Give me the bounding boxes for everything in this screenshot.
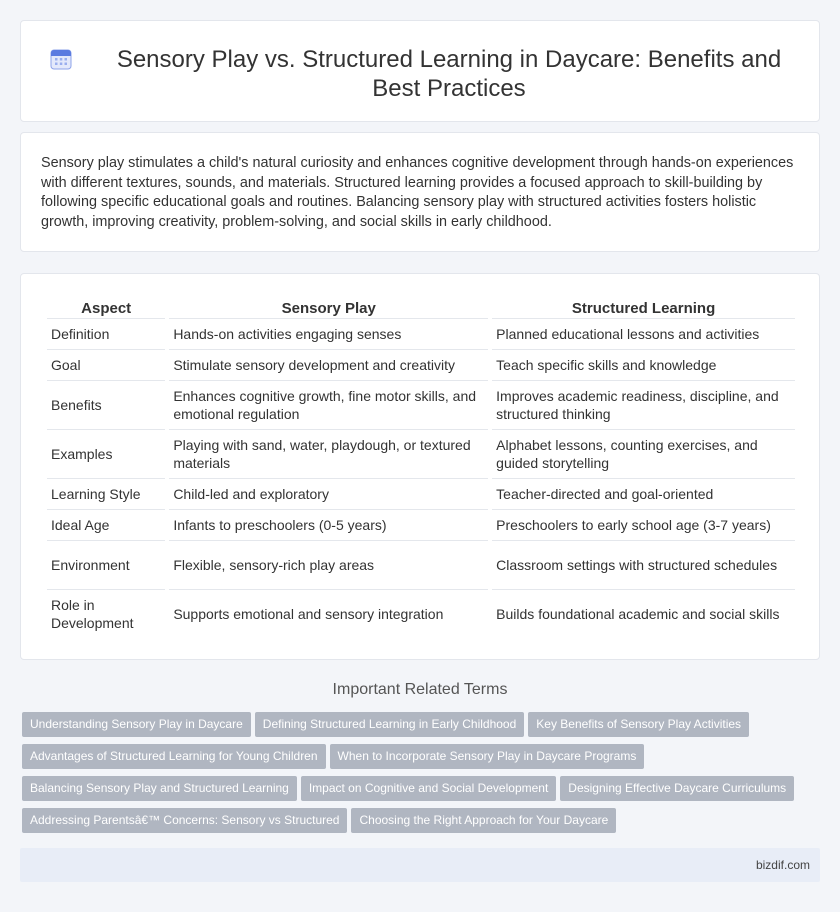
- related-terms-list: [22, 712, 822, 840]
- table-cell: Stimulate sensory development and creativity: [169, 349, 488, 380]
- related-term-tag[interactable]: Advantages of Structured Learning for Young Children: [22, 744, 326, 769]
- table-cell: Teacher-directed and goal-oriented: [492, 478, 795, 509]
- table-row: [47, 540, 795, 589]
- table-cell: Role in Development: [47, 589, 165, 638]
- related-term-tag[interactable]: Impact on Cognitive and Social Development: [301, 776, 556, 801]
- table-cell: Learning Style: [47, 478, 165, 509]
- table-cell: Enhances cognitive growth, fine motor skills, and emotional regulation: [169, 380, 488, 429]
- table-cell: Preschoolers to early school age (3-7 years): [492, 509, 795, 540]
- related-term-tag[interactable]: Key Benefits of Sensory Play Activities: [528, 712, 749, 737]
- table-cell: Hands-on activities engaging senses: [169, 318, 488, 349]
- table-row: [47, 318, 795, 349]
- table-row: [47, 380, 795, 429]
- table-row: [47, 429, 795, 478]
- table-cell: Definition: [47, 318, 165, 349]
- table-cell: Classroom settings with structured schedules: [492, 540, 795, 589]
- page-title: Sensory Play vs. Structured Learning in Daycare: Benefits and Best Practices: [116, 46, 782, 102]
- table-row: [47, 509, 795, 540]
- table-cell: Ideal Age: [47, 509, 165, 540]
- related-term-tag[interactable]: Balancing Sensory Play and Structured Learning: [22, 776, 297, 801]
- table-cell: Builds foundational academic and social skills: [492, 589, 795, 638]
- related-term-tag[interactable]: Understanding Sensory Play in Daycare: [22, 712, 251, 737]
- column-header-sensory-play: Sensory Play: [281, 300, 376, 317]
- table-cell: Improves academic readiness, discipline, and structured thinking: [492, 380, 795, 429]
- table-cell: Playing with sand, water, playdough, or textured materials: [169, 429, 488, 478]
- related-term-tag[interactable]: Choosing the Right Approach for Your Daycare: [351, 808, 616, 833]
- table-cell: Planned educational lessons and activities: [492, 318, 795, 349]
- column-header-aspect: Aspect: [81, 300, 132, 317]
- related-term-tag[interactable]: Defining Structured Learning in Early Childhood: [255, 712, 524, 737]
- table-cell: Flexible, sensory-rich play areas: [169, 540, 488, 589]
- table-cell: Supports emotional and sensory integration: [169, 589, 488, 638]
- related-terms-title: Important Related Terms: [332, 681, 508, 698]
- related-term-tag[interactable]: Designing Effective Daycare Curriculums: [560, 776, 794, 801]
- table-cell: Child-led and exploratory: [169, 478, 488, 509]
- calendar-icon: [49, 47, 73, 71]
- intro-paragraph: Sensory play stimulates a child's natural curiosity and enhances cognitive development through hands-on experiences with different textures, sounds, and materials. Structured learning provides a focused approach to skill-building by following specific educational goals and routines. Balancing sensory play with structured activities fosters holistic growth, improving creativity, problem-solving, and social skills in early childhood.: [41, 155, 794, 230]
- table-cell: Teach specific skills and knowledge: [492, 349, 795, 380]
- column-header-structured-learning: Structured Learning: [571, 300, 716, 317]
- table-cell: Alphabet lessons, counting exercises, and guided storytelling: [492, 429, 795, 478]
- title-card: [20, 20, 820, 122]
- table-cell: Goal: [47, 349, 165, 380]
- table-header-row: [47, 296, 795, 318]
- table-row: [47, 349, 795, 380]
- related-term-tag[interactable]: When to Incorporate Sensory Play in Daycare Programs: [330, 744, 645, 769]
- footer: [20, 848, 820, 882]
- intro-card: [20, 132, 820, 252]
- comparison-card: [20, 273, 820, 660]
- comparison-table: [43, 296, 799, 638]
- footer-site-link[interactable]: bizdif.com: [755, 858, 810, 872]
- table-cell: Environment: [47, 540, 165, 589]
- related-term-tag[interactable]: Addressing Parentsâ€™ Concerns: Sensory vs Structured: [22, 808, 347, 833]
- table-cell: Benefits: [47, 380, 165, 429]
- table-row: [47, 478, 795, 509]
- table-row: [47, 589, 795, 638]
- table-cell: Examples: [47, 429, 165, 478]
- table-cell: Infants to preschoolers (0-5 years): [169, 509, 488, 540]
